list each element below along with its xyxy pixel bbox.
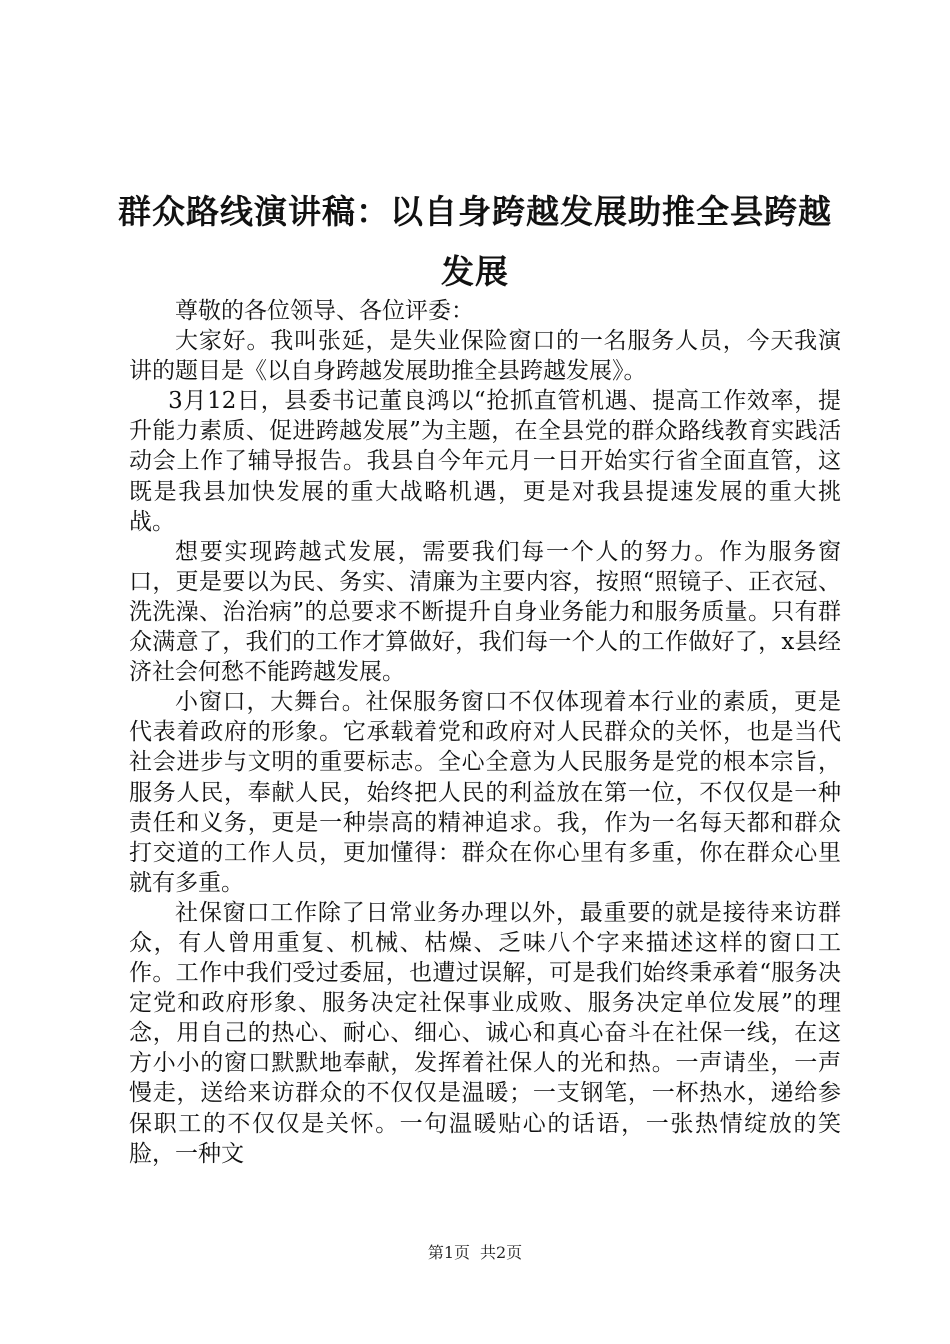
service-work-paragraph: 社保窗口工作除了日常业务办理以外，最重要的就是接待来访群众，有人曾用重复、机械、枯燥、乏味八个字来描述这样的窗口工作。工作中我们受过委屈，也遭过误解，可是我们始终秉承着“服务决定党和政府形象、服务决定社保事业成败、服务决定单位发展”的理念，用自己的热心、耐心、细心、诚心和真心奋斗在社保一线，在这方小小的窗口默默地奉献，发挥着社保人的光和热。一声请坐，一声慢走，送给来访群众的不仅仅是温暖；一支钢笔，一杯热水，递给参保职工的不仅仅是关怀。一句温暖贴心的话语，一张热情绽放的笑脸，一种文 <box>129 899 841 1167</box>
effort-paragraph: 想要实现跨越式发展，需要我们每一个人的努力。作为服务窗口，更是要以为民、务实、清廉为主要内容，按照“照镜子、正衣冠、洗洗澡、治治病”的总要求不断提升自身业务能力和服务质量。只有群众满意了，我们的工作才算做好，我们每一个人的工作做好了，x县经济社会何愁不能跨越发展。 <box>129 538 841 686</box>
document-title: 群众路线演讲稿：以自身跨越发展助推全县跨越发展 <box>118 192 832 291</box>
salutation-paragraph: 尊敬的各位领导、各位评委： <box>175 298 474 324</box>
page-footer <box>0 1240 950 1263</box>
greeting-paragraph: 大家好。我叫张延，是失业保险窗口的一名服务人员，今天我演讲的题目是《以自身跨越发展助推全县跨越发展》。 <box>129 328 841 385</box>
background-paragraph: 3月12日，县委书记董良鸿以“抢抓直管机遇、提高工作效率，提升能力素质、促进跨越发展”为主题，在全县党的群众路线教育实践活动会上作了辅导报告。我县自今年元月一日开始实行省全面直管，这既是我县加快发展的重大战略机遇，更是对我县提速发展的重大挑战。 <box>129 388 841 535</box>
document-body <box>129 296 841 1169</box>
window-stage-paragraph: 小窗口，大舞台。社保服务窗口不仅体现着本行业的素质，更是代表着政府的形象。它承载着党和政府对人民群众的关怀，也是当代社会进步与文明的重要标志。全心全意为人民服务是党的根本宗旨，服务人民，奉献人民，始终把人民的利益放在第一位，不仅仅是一种责任和义务，更是一种崇高的精神追求。我，作为一名每天都和群众打交道的工作人员，更加懂得：群众在你心里有多重，你在群众心里就有多重。 <box>129 689 841 896</box>
page-total: 共2页 <box>480 1243 523 1262</box>
page-number: 第1页 <box>427 1243 470 1262</box>
